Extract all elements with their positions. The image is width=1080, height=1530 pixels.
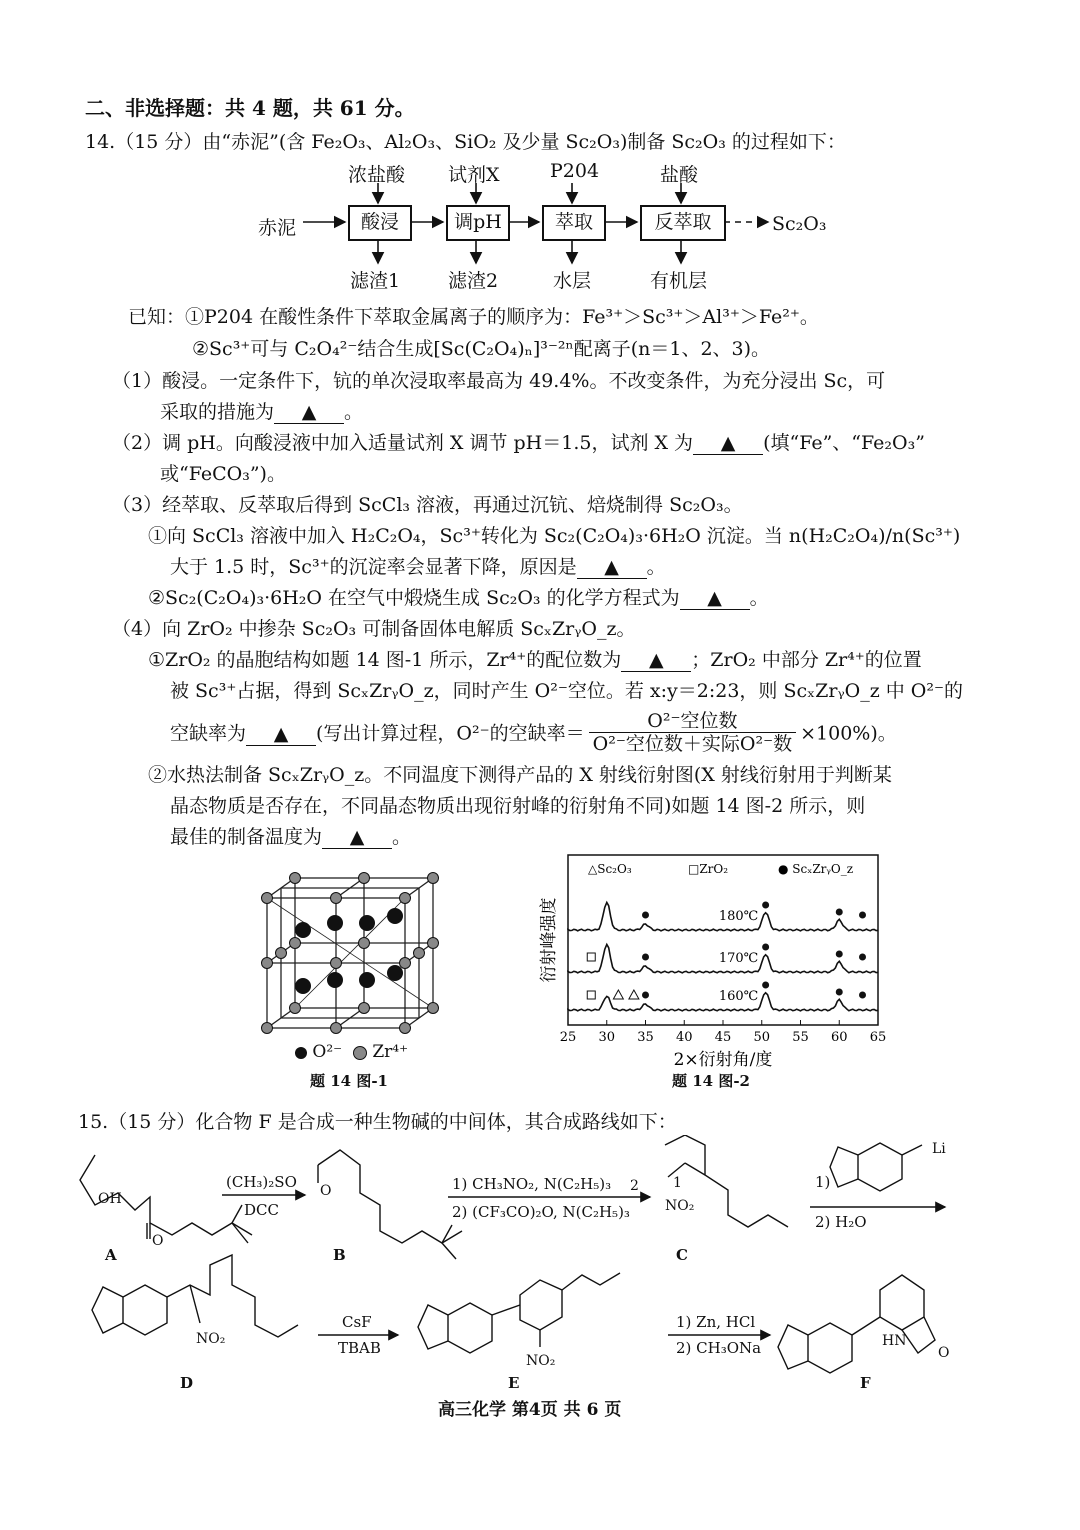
q14-p4-line3: 被 Sc³⁺占据，得到 ScₓZrᵧO_z，同时产生 O²⁻空位。若 x:y＝2:23，则 ScₓZrᵧO_z 中 O²⁻的 bbox=[170, 680, 964, 702]
oxide-ions bbox=[295, 908, 403, 994]
series-label: 160℃ bbox=[718, 989, 759, 1004]
scxzryoz-peak-marker bbox=[642, 992, 649, 999]
q14-p4-line2: ①ZrO₂ 的晶胞结构如题 14 图-1 所示，Zr⁴⁺的配位数为 ▲ ；ZrO₂ 中部分 Zr⁴⁺的位置 bbox=[148, 649, 922, 671]
x-tick-label: 50 bbox=[753, 1030, 771, 1045]
aryl-lithium-structure bbox=[830, 1143, 922, 1191]
fraction-denominator: O²⁻空位数＋实际O²⁻数 bbox=[592, 733, 793, 755]
reagent-label: 1) bbox=[815, 1173, 831, 1191]
sc2o3-peak-marker bbox=[629, 990, 639, 999]
atom-label: NO₂ bbox=[665, 1198, 695, 1214]
q14-p4-line4: 空缺率为 ▲ (写出计算过程，O²⁻的空缺率＝ O²⁻空位数 O²⁻空位数＋实际O²⁻数 ×100%)。 bbox=[170, 710, 897, 755]
atom-label: 1 bbox=[673, 1175, 682, 1191]
flow-start: 赤泥 bbox=[258, 217, 297, 239]
answer-blank: ▲ bbox=[322, 826, 392, 849]
step-adjust-ph: 调pH bbox=[446, 205, 510, 241]
answer-blank: ▲ bbox=[621, 649, 691, 672]
q14-p3-line2: ①向 ScCl₃ 溶液中加入 H₂C₂O₄，Sc³⁺转化为 Sc₂(C₂O₄)₃·6H₂O 沉淀。当 n(H₂C₂O₄)/n(Sc³⁺) bbox=[148, 525, 961, 547]
atom-label: NO₂ bbox=[526, 1353, 556, 1369]
reagent-label: (CH₃)₂SO bbox=[226, 1173, 297, 1191]
compound-label: E bbox=[508, 1374, 520, 1392]
compound-label: D bbox=[180, 1374, 194, 1392]
x-tick-label: 40 bbox=[675, 1030, 693, 1045]
atom-label: O bbox=[152, 1233, 164, 1249]
reagent-label: DCC bbox=[244, 1201, 279, 1219]
x-tick-label: 30 bbox=[598, 1030, 616, 1045]
atom-label: NO₂ bbox=[196, 1331, 226, 1347]
q14-p4-line1: （4）向 ZrO₂ 中掺杂 Sc₂O₃ 可制备固体电解质 ScₓZrᵧO_z。 bbox=[112, 618, 636, 640]
atom-label: HN bbox=[882, 1333, 907, 1349]
compound-label: A bbox=[105, 1246, 117, 1264]
scxzryoz-peak-marker bbox=[836, 951, 843, 958]
x-tick-label: 55 bbox=[792, 1030, 809, 1045]
step-back-extraction: 反萃取 bbox=[640, 205, 726, 241]
zirconium-legend-marker bbox=[353, 1046, 367, 1060]
answer-blank: ▲ bbox=[577, 556, 647, 579]
compound-label: C bbox=[676, 1246, 688, 1264]
reagent-label: 2) H₂O bbox=[815, 1213, 867, 1231]
scxzryoz-peak-marker bbox=[642, 954, 649, 961]
reagent-label: 1) Zn, HCl bbox=[676, 1313, 756, 1331]
known-1: 已知：①P204 在酸性条件下萃取金属离子的顺序为：Fe³⁺＞Sc³⁺＞Al³⁺＞Fe²⁺。 bbox=[128, 306, 819, 328]
q14-stem: 14.（15 分）由“赤泥”(含 Fe₂O₃、Al₂O₃、SiO₂ 及少量 Sc₂O₃)制备 Sc₂O₃ 的过程如下： bbox=[85, 131, 846, 153]
legend-entry: △Sc₂O₃ bbox=[588, 862, 632, 876]
p1-text: 采取的措施为 bbox=[160, 401, 275, 423]
zro2-unit-cell-figure bbox=[255, 868, 455, 1038]
atom-label: Li bbox=[932, 1141, 946, 1157]
step-acid-leach: 酸浸 bbox=[348, 205, 412, 241]
compound-f-structure bbox=[778, 1275, 935, 1373]
q14-p4-line5: ②水热法制备 ScₓZrᵧO_z。不同温度下测得产品的 X 射线衍射图(X 射线衍射用于判断某 bbox=[148, 764, 892, 786]
sc2o3-peak-marker bbox=[613, 990, 623, 999]
reagent-label: 1) CH₃NO₂, N(C₂H₅)₃ bbox=[452, 1175, 612, 1193]
vacancy-fraction bbox=[589, 710, 796, 755]
output-4: 有机层 bbox=[650, 270, 708, 292]
oxide-legend-marker bbox=[295, 1047, 307, 1059]
flow-product: Sc₂O₃ bbox=[772, 213, 827, 235]
q14-p1-line2: 采取的措施为 ▲ 。 bbox=[160, 401, 364, 423]
output-2: 滤渣2 bbox=[448, 270, 499, 292]
q14-p1-line1: （1）酸浸。一定条件下，钪的单次浸取率最高为 49.4%。不改变条件，为充分浸出 Sc，可 bbox=[112, 370, 886, 392]
known-2: ②Sc³⁺可与 C₂O₄²⁻结合生成[Sc(C₂O₄)ₙ]³⁻²ⁿ配离子(n＝1、2、3)。 bbox=[192, 338, 771, 360]
synthesis-route bbox=[0, 1135, 1080, 1395]
fig2-caption: 题 14 图-2 bbox=[672, 1072, 750, 1090]
compound-e-structure bbox=[418, 1273, 620, 1353]
q14-p4-line6: 晶态物质是否存在，不同晶态物质出现衍射峰的衍射角不同)如题 14 图-2 所示，则 bbox=[170, 795, 866, 817]
answer-blank: ▲ bbox=[693, 432, 763, 455]
zro2-peak-marker bbox=[587, 953, 595, 961]
compound-label: B bbox=[333, 1246, 346, 1264]
answer-blank: ▲ bbox=[246, 723, 316, 746]
compound-b-structure bbox=[318, 1150, 462, 1259]
x-tick-label: 65 bbox=[869, 1030, 887, 1045]
x-tick-label: 45 bbox=[714, 1030, 732, 1045]
x-axis-label: 2×衍射角/度 bbox=[673, 1050, 773, 1070]
atom-label: 2 bbox=[630, 1178, 639, 1194]
page-footer: 高三化学 第4页 共 6 页 bbox=[438, 1400, 622, 1420]
reagent-1: 浓盐酸 bbox=[348, 164, 406, 186]
reagent-3: P204 bbox=[550, 160, 600, 182]
series-label: 170℃ bbox=[718, 951, 759, 966]
q14-p4-line7: 最佳的制备温度为 ▲ 。 bbox=[170, 826, 412, 848]
compound-d-structure bbox=[92, 1255, 298, 1337]
fraction-numerator: O²⁻空位数 bbox=[589, 710, 796, 733]
scxzryoz-peak-marker bbox=[762, 902, 769, 909]
x-tick-label: 35 bbox=[637, 1030, 654, 1045]
reagent-label: 2) (CF₃CO)₂O, N(C₂H₅)₃ bbox=[452, 1203, 630, 1221]
scxzryoz-peak-marker bbox=[836, 909, 843, 916]
atom-label: O bbox=[320, 1183, 332, 1199]
q14-p2-line1: （2）调 pH。向酸浸液中加入适量试剂 X 调节 pH＝1.5，试剂 X 为 ▲ (填“Fe”、“Fe₂O₃” bbox=[112, 432, 925, 454]
scxzryoz-peak-marker bbox=[859, 954, 866, 961]
q14-p2-line2: 或“FeCO₃”)。 bbox=[160, 463, 286, 485]
output-1: 滤渣1 bbox=[350, 270, 401, 292]
atom-label: OH bbox=[98, 1191, 122, 1207]
x-tick-label: 25 bbox=[559, 1030, 577, 1045]
xrd-chart bbox=[528, 850, 908, 1070]
legend-entry: ● ScₓZrᵧO_z bbox=[778, 862, 854, 876]
series-label: 180℃ bbox=[718, 909, 759, 924]
q15-stem: 15.（15 分）化合物 F 是合成一种生物碱的中间体，其合成路线如下： bbox=[78, 1111, 677, 1133]
scxzryoz-peak-marker bbox=[642, 912, 649, 919]
q14-p3-line3: 大于 1.5 时，Sc³⁺的沉淀率会显著下降，原因是 ▲ 。 bbox=[170, 556, 666, 578]
atom-label: O bbox=[938, 1345, 950, 1361]
scxzryoz-peak-marker bbox=[859, 912, 866, 919]
scxzryoz-peak-marker bbox=[762, 944, 769, 951]
reagent-label: TBAB bbox=[338, 1339, 381, 1357]
x-tick-label: 60 bbox=[830, 1030, 848, 1045]
q14-p3-line4: ②Sc₂(C₂O₄)₃·6H₂O 在空气中煅烧生成 Sc₂O₃ 的化学方程式为 ▲ 。 bbox=[148, 587, 769, 609]
zro2-peak-marker bbox=[587, 991, 595, 999]
answer-blank: ▲ bbox=[274, 401, 344, 424]
q14-p3-line1: （3）经萃取、反萃取后得到 ScCl₃ 溶液，再通过沉钪、焙烧制得 Sc₂O₃。 bbox=[112, 494, 743, 516]
answer-blank: ▲ bbox=[680, 587, 750, 610]
fig1-caption: 题 14 图-1 bbox=[310, 1072, 388, 1090]
scxzryoz-peak-marker bbox=[762, 982, 769, 989]
legend-entry: □ZrO₂ bbox=[688, 862, 729, 876]
section-heading: 二、非选择题：共 4 题，共 61 分。 bbox=[85, 96, 415, 120]
compound-label: F bbox=[860, 1374, 871, 1392]
output-3: 水层 bbox=[553, 270, 592, 292]
y-axis-label: 衍射峰强度 bbox=[539, 897, 559, 983]
scxzryoz-peak-marker bbox=[859, 992, 866, 999]
reagent-4: 盐酸 bbox=[660, 164, 699, 186]
reagent-2: 试剂X bbox=[448, 164, 500, 186]
reagent-label: CsF bbox=[342, 1313, 372, 1331]
step-extraction: 萃取 bbox=[542, 205, 606, 241]
reagent-label: 2) CH₃ONa bbox=[676, 1339, 762, 1357]
scxzryoz-peak-marker bbox=[836, 989, 843, 996]
fig1-legend: O²⁻ Zr⁴⁺ bbox=[295, 1042, 408, 1062]
flow-arrows bbox=[0, 0, 1080, 300]
